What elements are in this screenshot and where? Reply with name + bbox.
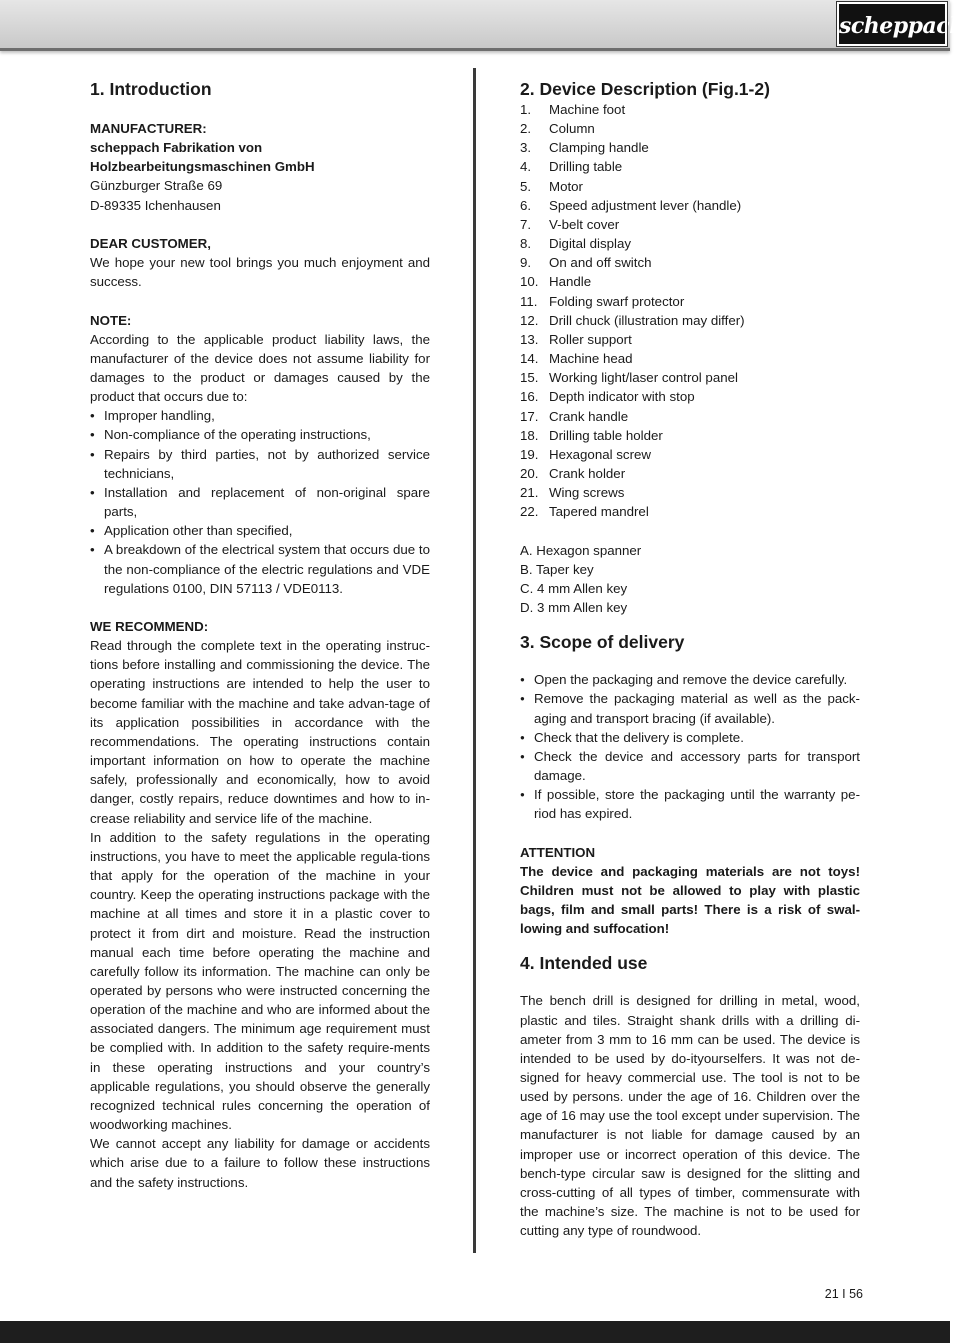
list-item: 3. Clamping handle — [520, 140, 649, 156]
list-item: 4. Drilling table — [520, 159, 623, 175]
scope-item: ● If possible, store the packaging until the warranty pe-riod has expired. — [520, 785, 860, 823]
list-item: 5. Motor — [520, 178, 583, 194]
address-city: D-89335 Ichenhausen — [90, 197, 221, 213]
note-bullet: • A breakdown of the electrical system that occurs due to the non-compliance of the electric regulations and VDE regulations 0100, DIN 57113 / VDE0113. — [90, 540, 430, 597]
manufacturer-name-1: scheppach Fabrikation von — [90, 140, 263, 156]
introduction-heading: 1. Introduction — [90, 79, 212, 99]
manufacturer-label: MANUFACTURER: — [90, 121, 207, 136]
note-text: According to the applicable product liability laws, the manufacturer of the device does not assume liability for damages to the product or damages caused by the product that occurs due to: — [90, 331, 430, 405]
list-item: 17. Crank handle — [520, 408, 629, 424]
accessory-item: A. Hexagon spanner — [520, 542, 642, 558]
recommend-paragraph-1: Read through the complete text in the operating instruc-tions before installing and commissioning the device. The operating instructions are intended to help the user to become familiar with the machine and take advan-tage of its application possibilities in accordance with the recommendations. The operating instructions contain important information on how to operate the machine safely, professionally and economically, how to avoid danger, costly repairs, reduce downtimes and how to in-crease reliability and service life of the machine. — [90, 638, 430, 826]
accessory-item: C. 4 mm Allen key — [520, 580, 628, 596]
attention-text: The device and packaging materials are not toys! Children must not be allowed to play with plastic bags, film and small parts! There is a risk of swal-lowing and suffocation! — [520, 863, 860, 937]
list-item: 20. Crank holder — [520, 465, 626, 481]
column-divider — [473, 68, 476, 1253]
list-item: 18. Drilling table holder — [520, 427, 663, 443]
list-item: 22. Tapered mandrel — [520, 504, 649, 520]
note-label: NOTE: — [90, 312, 132, 328]
recommend-label: WE RECOMMEND: — [90, 619, 209, 635]
list-item: 8. Digital display — [520, 236, 632, 252]
note-bullet: • Improper handling, — [90, 406, 430, 425]
scope-item: ● Check that the delivery is complete. — [520, 728, 860, 747]
scope-item: ● Check the device and accessory parts for transport damage. — [520, 747, 860, 785]
list-item: 10. Handle — [520, 274, 592, 290]
intended-use-text: The bench drill is designed for drilling in metal, wood, plastic and tiles. Straight shank drills with a drilling di-ameter from 3 mm to 16 mm can be used. The device is intended to be used by do-ityourselfers. It was not de-signed for heavy commercial use. The tool is not to be used by persons. under the age of 16. Children over the age of 16 may use the tool except under supervision. The manufacturer is not liable for damage caused by an improper use or incorrect operation of this device. The bench-type circular saw is designed for the slitting and cross-cutting of all types of timber, commensurate with the machine’s size. The machine is not to be used for cutting any type of roundwood. — [520, 993, 860, 1239]
list-item: 16. Depth indicator with stop — [520, 389, 695, 405]
recommend-paragraph-3: We cannot accept any liability for damage or accidents which arise due to a failure to follow these instructions and the safety instructions. — [90, 1136, 430, 1190]
list-item: 15. Working light/laser control panel — [520, 370, 738, 386]
note-bullet: • Installation and replacement of non-original spare parts, — [90, 483, 430, 521]
header-bar — [0, 0, 965, 51]
scheppach-logo: scheppach — [837, 2, 947, 46]
left-column — [90, 78, 430, 1192]
list-item: 11. Folding swarf protector — [520, 293, 685, 309]
address-street: Günzburger Straße 69 — [90, 178, 223, 194]
manufacturer-name-2: Holzbearbeitungsmaschinen GmbH — [90, 159, 315, 175]
list-item: 9. On and off switch — [520, 255, 652, 271]
scope-item: ● Open the packaging and remove the device carefully. — [520, 670, 860, 689]
note-bullet: • Application other than specified, — [90, 521, 430, 540]
list-item: 6. Speed adjustment lever (handle) — [520, 197, 742, 213]
list-item: 2. Column — [520, 121, 595, 137]
attention-label: ATTENTION — [520, 844, 596, 860]
list-item: 13. Roller support — [520, 331, 632, 347]
page-number: 21 I 56 — [824, 1287, 863, 1301]
device-description-heading: 2. Device Description (Fig.1-2) — [520, 79, 770, 99]
scope-of-delivery-heading: 3. Scope of delivery — [520, 632, 685, 653]
dear-customer-text: We hope your new tool brings you much enjoyment and success. — [90, 255, 430, 290]
list-item: 1. Machine foot — [520, 102, 626, 117]
list-item: 12. Drill chuck (illustration may differ) — [520, 312, 745, 328]
recommend-paragraph-2: In addition to the safety regulations in the operating instructions, you have to meet the applicable regula-tions that apply for the operation of the machine in your country. Keep the operating instructions package with the machine at all times and store it in a plastic cover to protect it from dirt and moisture. Read the instruction manual each time before operating the machine and carefully follow its information. The machine can only be operated by persons who were instructed concerning the operation of the machine and who are informed about the associated dangers. The minimum age requirement must be complied with. In addition to the safety require-ments in these operating instructions and your country’s applicable regulations, you should observe the generally recognized technical rules concerning the operation of woodworking machines. — [90, 829, 430, 1133]
note-bullet: • Repairs by third parties, not by authorized service technicians, — [90, 445, 430, 483]
scope-item: ● Remove the packaging material as well as the pack-aging and transport bracing (if available). — [520, 689, 860, 727]
list-item: 7. V-belt cover — [520, 216, 620, 232]
dear-customer-label: DEAR CUSTOMER, — [90, 235, 211, 251]
accessory-item: D. 3 mm Allen key — [520, 600, 628, 616]
footer-bar — [0, 1321, 950, 1343]
list-item: 19. Hexagonal screw — [520, 446, 651, 462]
accessory-item: B. Taper key — [520, 561, 594, 577]
intended-use-heading: 4. Intended use — [520, 953, 648, 974]
note-bullet: • Non-compliance of the operating instructions, — [90, 425, 430, 444]
list-item: 21. Wing screws — [520, 485, 625, 501]
list-item: 14. Machine head — [520, 351, 633, 367]
device-parts-list — [520, 100, 860, 521]
right-column — [520, 78, 860, 1240]
